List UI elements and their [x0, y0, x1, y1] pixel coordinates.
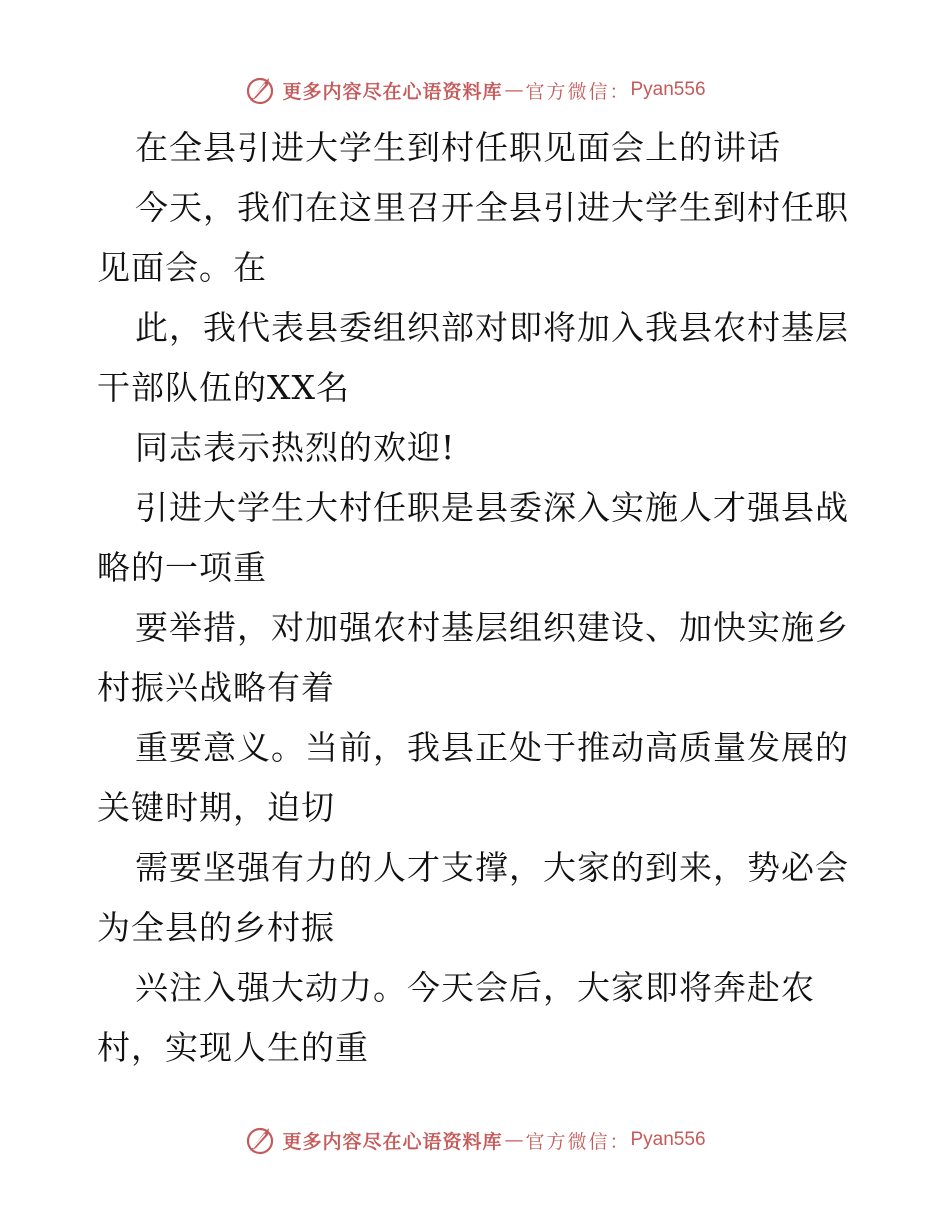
quill-pen-logo-icon [244, 74, 276, 106]
footer-watermark-banner [0, 1120, 950, 1160]
header-watermark-banner [0, 70, 950, 110]
document-title: 在全县引进大学生到村任职见面会上的讲话 [135, 128, 781, 167]
quill-pen-logo-icon [244, 1124, 276, 1156]
banner-dash: — [504, 1129, 524, 1151]
paragraph-line: 要举措，对加强农村基层组织建设、加快实施乡 [135, 608, 849, 647]
banner-dash: — [504, 79, 524, 101]
paragraph-line: 引进大学生大村任职是县委深入实施人才强县战 [135, 488, 849, 527]
banner-main-text: 更多内容尽在心语资料库 [282, 80, 503, 103]
paragraph-line: 见面会。在 [97, 248, 267, 287]
paragraph-line: 重要意义。当前，我县正处于推动高质量发展的 [135, 728, 849, 767]
paragraph-line: 同志表示热烈的欢迎! [135, 428, 456, 467]
paragraph-line: 略的一项重 [97, 548, 267, 587]
paragraph-line: 今天，我们在这里召开全县引进大学生到村任职 [135, 188, 849, 227]
paragraph-line: 此，我代表县委组织部对即将加入我县农村基层 [135, 308, 849, 347]
document-body [97, 125, 857, 1085]
paragraph-line: 为全县的乡村振 [97, 908, 335, 947]
paragraph-line: 需要坚强有力的人才支撑，大家的到来，势必会 [135, 848, 849, 887]
paragraph-line: 干部队伍的XX名 [97, 368, 350, 407]
banner-wechat-id: Pyan556 [630, 79, 706, 100]
paragraph-line: 兴注入强大动力。今天会后，大家即将奔赴农 [135, 968, 815, 1007]
banner-wechat-label: 官方微信： [525, 80, 631, 103]
banner-main-text: 更多内容尽在心语资料库 [282, 1130, 503, 1153]
paragraph-line: 关键时期，迫切 [97, 788, 335, 827]
banner-wechat-id: Pyan556 [630, 1129, 706, 1150]
banner-wechat-label: 官方微信： [525, 1130, 631, 1153]
paragraph-line: 村振兴战略有着 [97, 668, 335, 707]
paragraph-line: 村，实现人生的重 [97, 1028, 369, 1067]
